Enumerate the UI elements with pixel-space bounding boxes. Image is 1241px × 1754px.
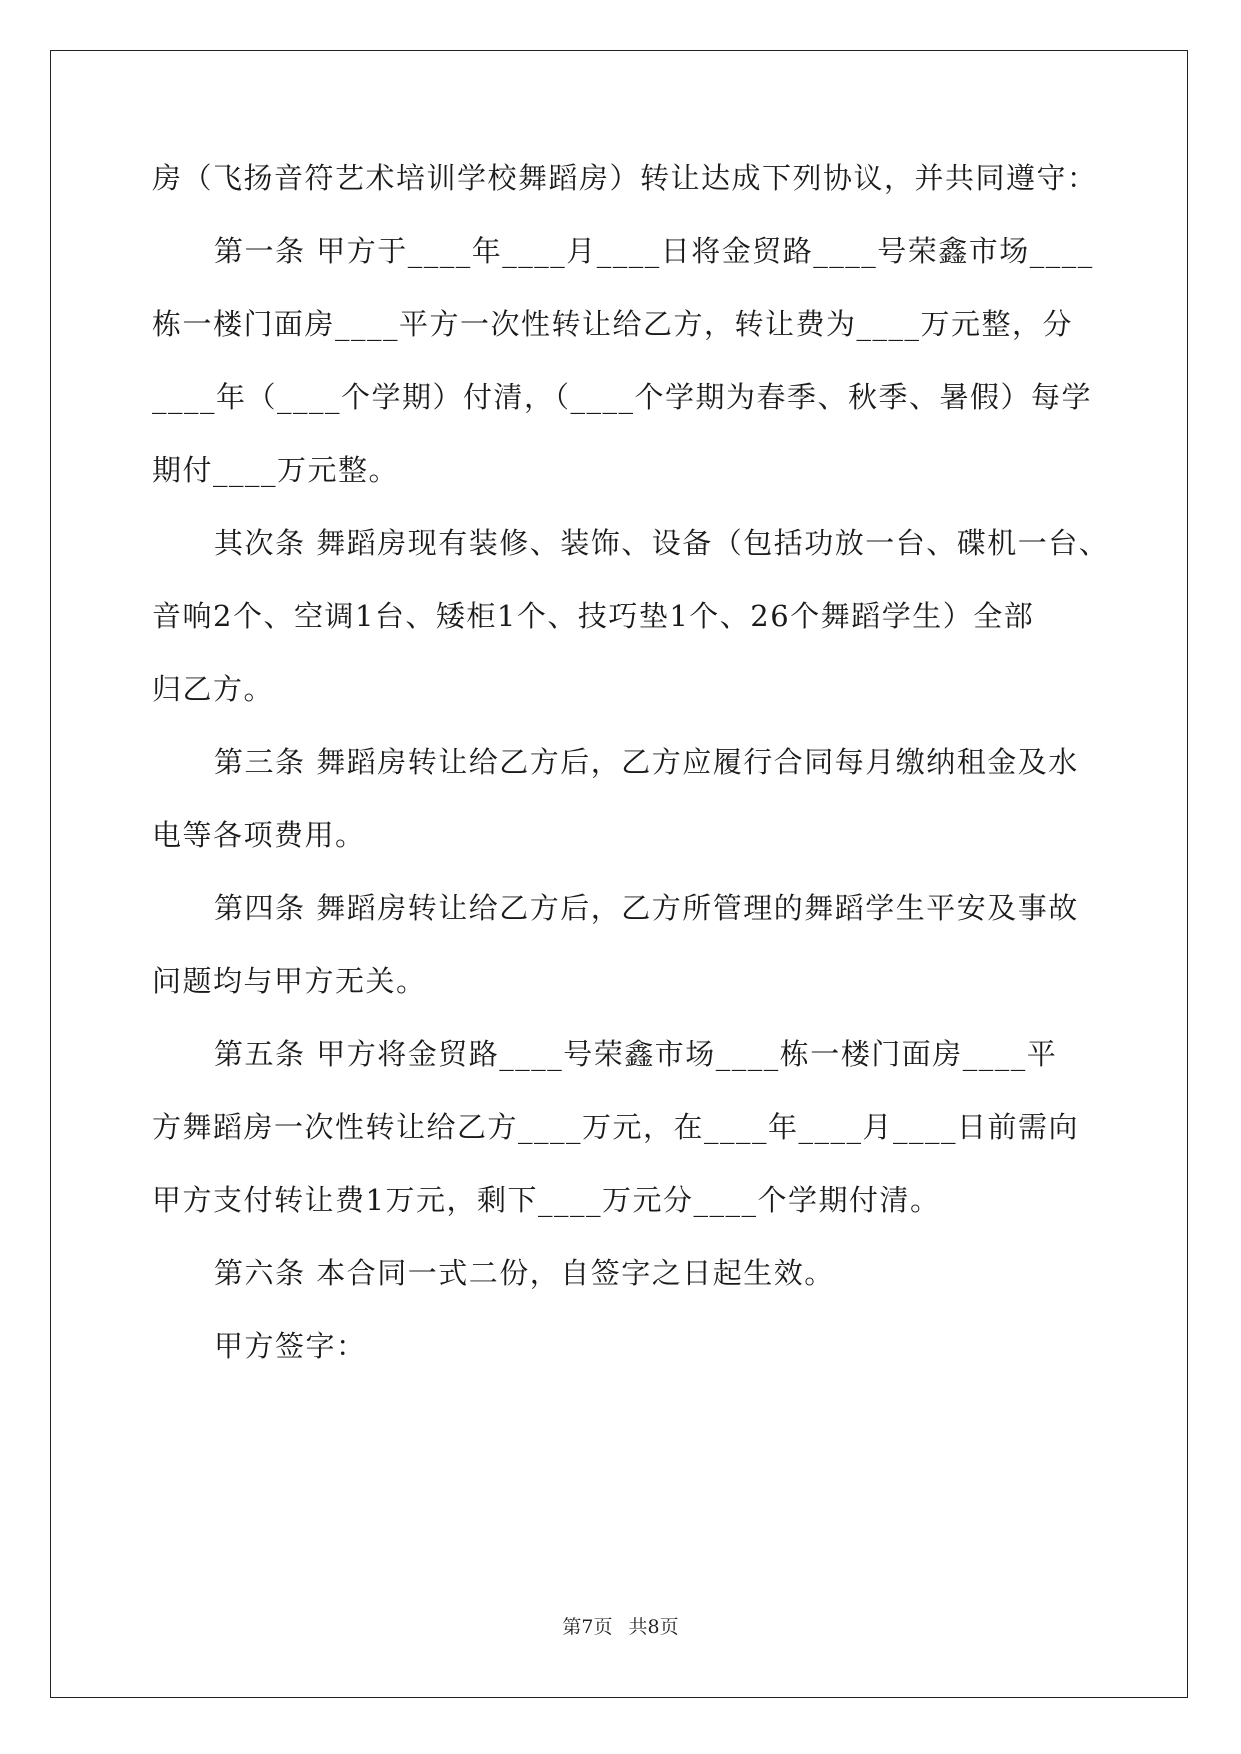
clause-1-line: 第一条 甲方于____年____月____日将金贸路____号荣鑫市场____ — [214, 234, 1094, 268]
text-line: 期付____万元整。 — [152, 453, 400, 487]
clause-3-line: 第三条 舞蹈房转让给乙方后，乙方应履行合同每月缴纳租金及水 — [214, 745, 1079, 779]
text-line: 音响2个、空调1台、矮柜1个、技巧垫1个、26个舞蹈学生）全部 — [152, 599, 1035, 633]
text-line: 问题均与甲方无关。 — [152, 964, 427, 998]
text-line: 电等各项费用。 — [152, 818, 366, 852]
text-line: 归乙方。 — [152, 672, 275, 706]
clause-6-line: 第六条 本合同一式二份，自签字之日起生效。 — [214, 1256, 835, 1290]
text-line: 房（飞扬音符艺术培训学校舞蹈房）转让达成下列协议，并共同遵守： — [152, 161, 1098, 195]
clause-5-line: 第五条 甲方将金贸路____号荣鑫市场____栋一楼门面房____平 — [214, 1037, 1058, 1071]
text-line: 方舞蹈房一次性转让给乙方____万元，在____年____月____日前需向 — [152, 1110, 1080, 1144]
page-number: 第7页 — [562, 1616, 613, 1638]
page-border — [50, 50, 1188, 1698]
text-line: 栋一楼门面房____平方一次性转让给乙方，转让费为____万元整，分 — [152, 307, 1074, 341]
page-footer — [0, 1615, 1241, 1639]
page-total: 共8页 — [628, 1616, 679, 1638]
party-a-signature-label: 甲方签字： — [214, 1329, 367, 1363]
text-line: ____年（____个学期）付清，（____个学期为春季、秋季、暑假）每学 — [152, 380, 1093, 414]
text-line: 甲方支付转让费1万元，剩下____万元分____个学期付清。 — [152, 1183, 941, 1217]
clause-2-line: 其次条 舞蹈房现有装修、装饰、设备（包括功放一台、碟机一台、 — [214, 526, 1110, 560]
clause-4-line: 第四条 舞蹈房转让给乙方后，乙方所管理的舞蹈学生平安及事故 — [214, 891, 1079, 925]
